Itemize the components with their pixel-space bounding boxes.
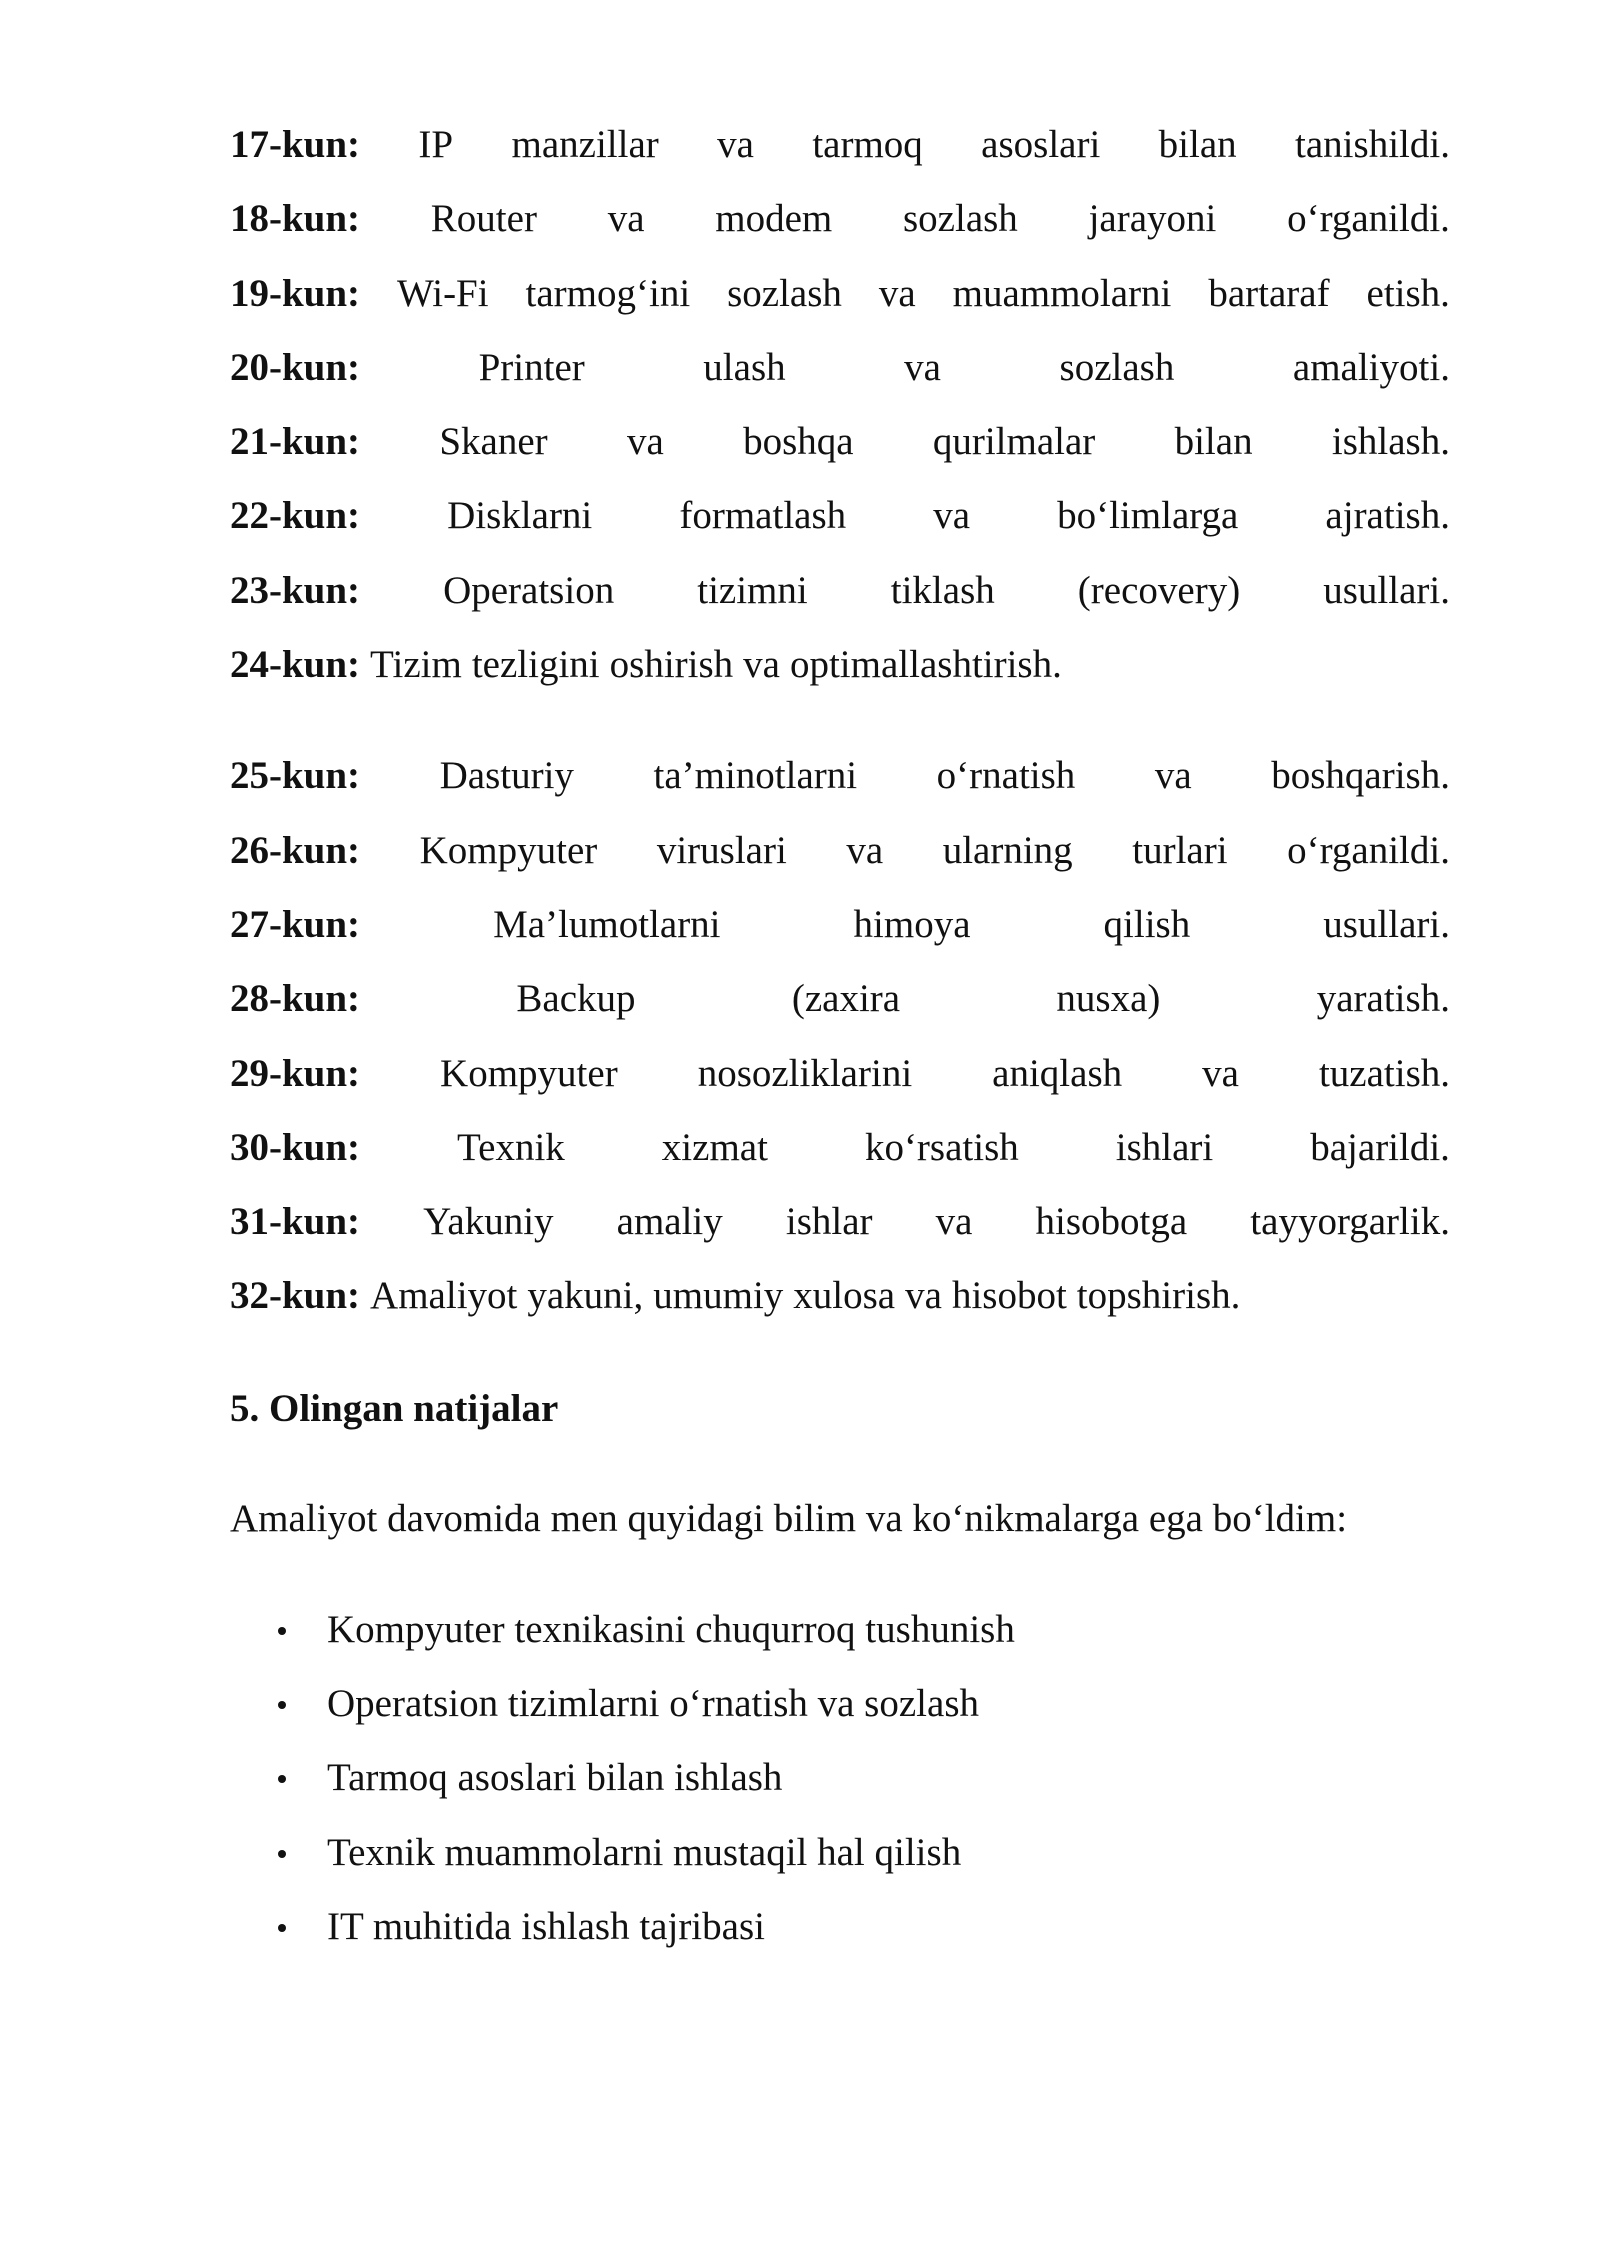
description-word: amaliy bbox=[616, 1200, 723, 1244]
description-word: o‘rganildi. bbox=[1287, 197, 1450, 241]
description-word: o‘rganildi. bbox=[1287, 828, 1450, 872]
description-word: Texnik bbox=[457, 1125, 565, 1169]
description-word: oshirish bbox=[609, 643, 734, 687]
description-word: formatlash bbox=[679, 494, 847, 538]
description-word: va bbox=[607, 197, 645, 241]
description-word: sozlash bbox=[903, 197, 1018, 241]
description-word: Skaner bbox=[439, 420, 548, 464]
result-item bbox=[230, 1741, 1450, 1815]
day-label: 25-kun: bbox=[230, 754, 361, 798]
section-title: 5. Olingan natijalar bbox=[230, 1386, 559, 1430]
day-label: 31-kun: bbox=[230, 1200, 361, 1244]
result-item bbox=[230, 1816, 1450, 1890]
description-word: boshqa bbox=[743, 420, 854, 464]
description-word: Tizim bbox=[370, 643, 462, 687]
schedule-group-2 bbox=[230, 739, 1450, 1333]
description-word: Kompyuter bbox=[419, 828, 598, 872]
description-word: Ma’lumotlarni bbox=[493, 902, 721, 946]
description-word: manzillar bbox=[511, 123, 659, 166]
description-word: va bbox=[743, 643, 780, 687]
result-text: Kompyuter texnikasini chuqurroq tushunish bbox=[327, 1607, 1015, 1651]
description-word: va bbox=[935, 1200, 973, 1244]
schedule-line bbox=[230, 182, 1450, 256]
description-word: yaratish. bbox=[1316, 977, 1450, 1021]
description-word: va bbox=[933, 494, 971, 538]
day-label: 19-kun: bbox=[230, 271, 361, 315]
description-word: (zaxira bbox=[791, 977, 901, 1021]
description-word: tuzatish. bbox=[1318, 1051, 1450, 1095]
description-word: va bbox=[1202, 1051, 1239, 1095]
description-word: Dasturiy bbox=[439, 754, 574, 798]
schedule-line bbox=[230, 739, 1450, 813]
description-word: sozlash bbox=[727, 271, 842, 315]
description-word: xizmat bbox=[661, 1125, 768, 1169]
day-label: 18-kun: bbox=[230, 197, 361, 241]
description-word: ajratish. bbox=[1325, 494, 1450, 538]
description-word: va bbox=[626, 420, 664, 464]
result-text: Texnik muammolarni mustaqil hal qilish bbox=[327, 1830, 962, 1874]
day-label: 24-kun: bbox=[230, 643, 361, 687]
schedule-line bbox=[230, 554, 1450, 628]
description-word: optimallashtirish. bbox=[789, 643, 1062, 687]
description-word: tezligini bbox=[471, 643, 600, 687]
description-word: boshqarish. bbox=[1271, 754, 1450, 798]
schedule-line bbox=[230, 1259, 1450, 1333]
description-word: usullari. bbox=[1323, 568, 1450, 612]
bullet-icon bbox=[278, 1924, 286, 1932]
description-word: modem bbox=[715, 197, 833, 241]
description-word: qilish bbox=[1103, 902, 1191, 946]
description-word: Amaliyot bbox=[370, 1274, 518, 1318]
description-word: nusxa) bbox=[1056, 977, 1161, 1021]
schedule-line bbox=[230, 1037, 1450, 1111]
description-word: o‘rnatish bbox=[936, 754, 1076, 798]
description-word: (recovery) bbox=[1077, 568, 1241, 612]
day-label: 23-kun: bbox=[230, 568, 361, 612]
description-word: va bbox=[878, 271, 916, 315]
description-word: bilan bbox=[1158, 123, 1237, 166]
description-word: hisobot bbox=[951, 1274, 1067, 1318]
schedule-line bbox=[230, 331, 1450, 405]
description-word: Yakuniy bbox=[423, 1200, 554, 1244]
description-word: umumiy bbox=[653, 1274, 784, 1318]
description-word: ishlar bbox=[785, 1200, 873, 1244]
day-label: 22-kun: bbox=[230, 494, 361, 538]
schedule-line bbox=[230, 888, 1450, 962]
description-word: ta’minotlarni bbox=[653, 754, 858, 798]
result-text: Tarmoq asoslari bilan ishlash bbox=[327, 1756, 783, 1800]
description-word: tarmoq bbox=[812, 123, 923, 166]
description-word: ulash bbox=[703, 345, 786, 389]
description-word: topshirish. bbox=[1076, 1274, 1241, 1318]
day-label: 27-kun: bbox=[230, 902, 361, 946]
result-item bbox=[230, 1593, 1450, 1667]
description-word: ishlash. bbox=[1331, 420, 1450, 464]
description-word: va bbox=[904, 345, 941, 389]
description-word: Backup bbox=[516, 977, 636, 1021]
schedule-line bbox=[230, 814, 1450, 888]
schedule-line bbox=[230, 1111, 1450, 1185]
schedule-line bbox=[230, 628, 1450, 702]
result-item bbox=[230, 1667, 1450, 1741]
description-word: tarmog‘ini bbox=[525, 271, 691, 315]
bullet-icon bbox=[278, 1701, 286, 1709]
description-word: qurilmalar bbox=[932, 420, 1096, 464]
bullet-icon bbox=[278, 1627, 286, 1635]
description-word: bajarildi. bbox=[1310, 1125, 1450, 1169]
description-word: aniqlash bbox=[992, 1051, 1123, 1095]
description-word: sozlash bbox=[1059, 345, 1175, 389]
day-label: 28-kun: bbox=[230, 977, 361, 1021]
description-word: muammolarni bbox=[952, 271, 1172, 315]
description-word: tayyorgarlik. bbox=[1250, 1200, 1450, 1244]
day-label: 21-kun: bbox=[230, 420, 361, 464]
day-label: 32-kun: bbox=[230, 1274, 361, 1318]
description-word: jarayoni bbox=[1088, 197, 1217, 241]
description-word: nosozliklarini bbox=[697, 1051, 913, 1095]
description-word: asoslari bbox=[981, 123, 1101, 166]
description-word: himoya bbox=[853, 902, 971, 946]
description-word: IP bbox=[418, 123, 454, 166]
bullet-icon bbox=[278, 1775, 286, 1783]
description-word: va bbox=[905, 1274, 942, 1318]
description-word: ishlari bbox=[1115, 1125, 1214, 1169]
schedule-line bbox=[230, 405, 1450, 479]
description-word: va bbox=[846, 828, 884, 872]
result-text: IT muhitida ishlash tajribasi bbox=[327, 1904, 765, 1948]
description-word: amaliyoti. bbox=[1292, 345, 1450, 389]
day-label: 17-kun: bbox=[230, 123, 361, 166]
description-word: bilan bbox=[1174, 420, 1253, 464]
description-word: usullari. bbox=[1323, 902, 1450, 946]
schedule-group-1 bbox=[230, 108, 1450, 702]
group-spacer bbox=[230, 702, 1450, 739]
description-word: ularning bbox=[942, 828, 1073, 872]
result-text: Operatsion tizimlarni o‘rnatish va sozlash bbox=[327, 1682, 979, 1726]
description-word: Disklarni bbox=[447, 494, 593, 538]
description-word: Router bbox=[430, 197, 537, 241]
description-word: Printer bbox=[478, 345, 585, 389]
day-label: 29-kun: bbox=[230, 1051, 361, 1095]
description-word: hisobotga bbox=[1035, 1200, 1188, 1244]
description-word: Kompyuter bbox=[440, 1051, 618, 1095]
description-word: turlari bbox=[1132, 828, 1228, 872]
description-word: xulosa bbox=[793, 1274, 896, 1318]
description-word: va bbox=[1154, 754, 1192, 798]
bullet-icon bbox=[278, 1850, 286, 1858]
description-word: bartaraf bbox=[1208, 271, 1330, 315]
schedule-line bbox=[230, 479, 1450, 553]
description-word: tanishildi. bbox=[1295, 123, 1450, 166]
description-word: yakuni, bbox=[527, 1274, 644, 1318]
day-label: 20-kun: bbox=[230, 345, 361, 389]
results-list bbox=[230, 1593, 1450, 1964]
description-word: va bbox=[717, 123, 754, 166]
description-word: tizimni bbox=[697, 568, 808, 612]
day-label: 26-kun: bbox=[230, 828, 361, 872]
description-word: bo‘limlarga bbox=[1057, 494, 1239, 538]
result-item bbox=[230, 1890, 1450, 1964]
schedule-line bbox=[230, 257, 1450, 331]
schedule-line bbox=[230, 108, 1450, 182]
schedule-line bbox=[230, 962, 1450, 1036]
day-label: 30-kun: bbox=[230, 1125, 361, 1169]
description-word: Wi-Fi bbox=[396, 271, 489, 315]
section-intro: Amaliyot davomida men quyidagi bilim va ko‘nikmalarga ega bo‘ldim: bbox=[230, 1496, 1348, 1540]
description-word: ko‘rsatish bbox=[864, 1125, 1019, 1169]
description-word: tiklash bbox=[890, 568, 995, 612]
document-page bbox=[230, 108, 1450, 1964]
description-word: Operatsion bbox=[443, 568, 615, 612]
description-word: viruslari bbox=[656, 828, 787, 872]
schedule-line bbox=[230, 1185, 1450, 1259]
description-word: etish. bbox=[1366, 271, 1450, 315]
